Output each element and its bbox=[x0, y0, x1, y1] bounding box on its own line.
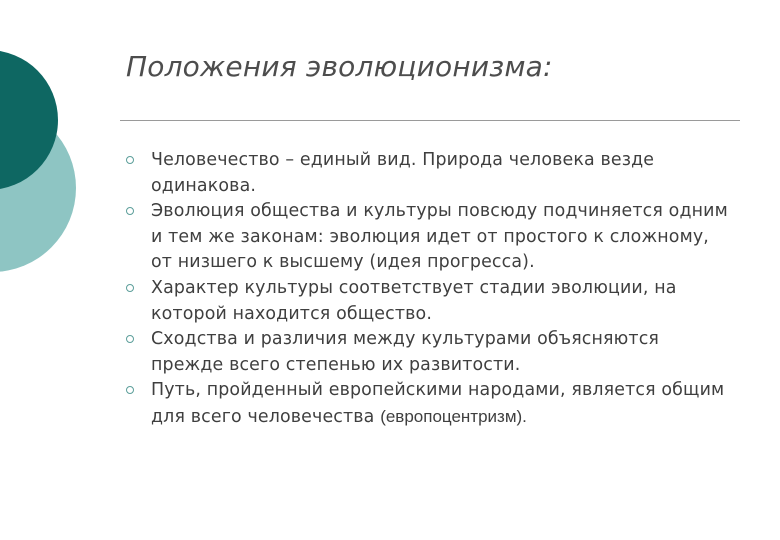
circle-bullet-icon bbox=[126, 156, 134, 164]
circle-bullet-icon bbox=[126, 386, 134, 394]
bullet-item bbox=[124, 276, 734, 327]
bullet-list bbox=[124, 148, 734, 431]
bullet-text: Характер культуры соответствует стадии эволюции, на которой находится общество. bbox=[151, 277, 677, 324]
bullet-item bbox=[124, 148, 734, 199]
slide-title: Положения эволюционизма: bbox=[126, 50, 553, 83]
bullet-text: Путь, пройденный европейскими народами, является общим для всего человечества bbox=[151, 380, 725, 427]
circle-bullet-icon bbox=[126, 207, 134, 215]
bullet-item bbox=[124, 378, 734, 430]
bullet-text: Эволюция общества и культуры повсюду подчиняется одним и тем же законам: эволюция идет от простого к сложному, от низшего к высшему (идея прогресса). bbox=[151, 201, 728, 273]
circle-bullet-icon bbox=[126, 284, 134, 292]
bullet-item bbox=[124, 327, 734, 378]
bullet-item bbox=[124, 199, 734, 276]
bullet-text: Сходства и различия между культурами объясняются прежде всего степенью их развитости. bbox=[151, 329, 660, 375]
title-divider bbox=[120, 120, 740, 121]
circle-bullet-icon bbox=[126, 335, 134, 343]
decorative-circles bbox=[0, 0, 120, 300]
bullet-text: Человечество – единый вид. Природа человека везде одинакова. bbox=[151, 150, 655, 196]
bullet-aside-note: (европоцентризм). bbox=[380, 406, 527, 426]
